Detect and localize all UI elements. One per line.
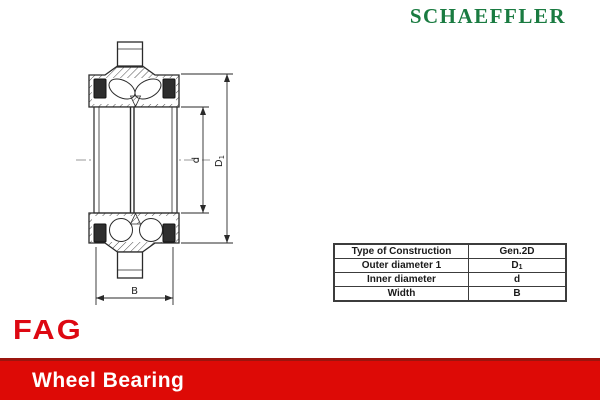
ball-bottom-left xyxy=(110,219,133,242)
seal-bottom-right xyxy=(163,224,175,242)
dim-label-outer-diameter: $D_1$ xyxy=(214,154,226,168)
hub-body xyxy=(94,107,177,213)
spec-value: d xyxy=(513,273,521,285)
bottom-flange-block xyxy=(89,213,179,252)
table-row xyxy=(335,245,565,258)
bottom-stub xyxy=(118,252,143,278)
spec-value: B xyxy=(513,287,521,299)
spec-label: Inner diameter xyxy=(335,273,469,286)
fag-logo: FAG xyxy=(13,314,83,345)
schaeffler-logo: SCHAEFFLER xyxy=(409,4,566,28)
top-flange-block xyxy=(89,66,179,107)
seal-bottom-left xyxy=(94,224,106,242)
table-row xyxy=(335,272,565,286)
spec-label: Type of Construction xyxy=(335,245,469,258)
bearing-drawing-svg xyxy=(58,35,242,313)
top-stub xyxy=(118,42,143,67)
product-title: Wheel Bearing xyxy=(32,368,185,392)
spec-label: Outer diameter 1 xyxy=(335,259,469,272)
spec-table xyxy=(333,243,567,302)
dim-label-width: B xyxy=(131,286,138,297)
spec-label: Width xyxy=(335,287,469,300)
seal-top-right xyxy=(163,79,175,98)
spec-value: Gen.2D xyxy=(499,245,535,257)
dim-label-inner-diameter: d xyxy=(191,156,202,164)
table-row xyxy=(335,286,565,300)
bearing-cross-section-drawing xyxy=(58,35,242,318)
table-row xyxy=(335,258,565,272)
ball-bottom-right xyxy=(140,219,163,242)
spec-value: D $_1$ xyxy=(511,259,523,271)
seal-top-left xyxy=(94,79,106,98)
footer-bar xyxy=(0,358,600,400)
